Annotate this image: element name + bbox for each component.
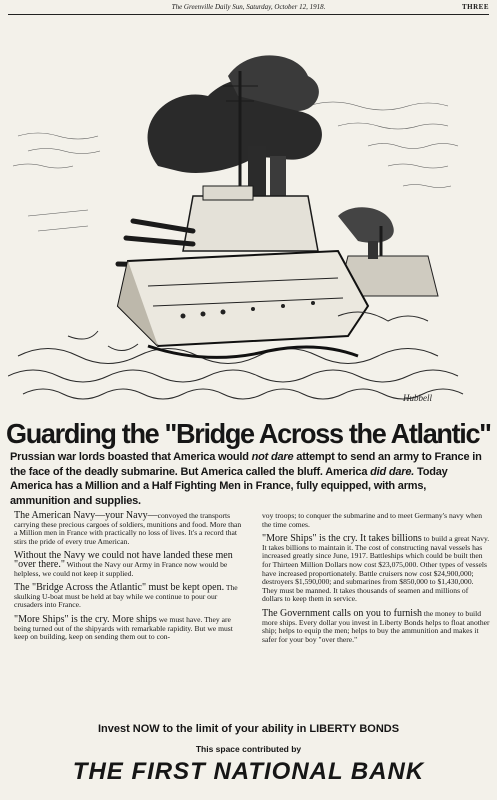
lede-emphasis-not-dare: not dare: [251, 451, 294, 463]
paragraph: The Government calls on you to furnish the money to build more ships. Every dollar you invest in Liberty Bonds helps to float another ship; helps to equip the men; helps to buy the ammunition and makes it safer for your boy "over there.": [262, 607, 490, 644]
masthead: [8, 2, 489, 15]
left-column: [14, 512, 242, 648]
lede-paragraph: Prussian war lords boasted that America would not dare attempt to send an army to France in the face of the deadly submarine. But America called the bluff. America did dare. Today America has a Million and a Half Fighting Men in France, fully equipped, with arms, ammunition and supplies.: [10, 451, 482, 507]
body-columns: [14, 510, 490, 717]
headline: Guarding the "Bridge Across the Atlantic": [6, 418, 491, 449]
battleship-illustration: [8, 16, 489, 416]
page-number-label: THREE: [461, 3, 489, 11]
right-column: [262, 512, 490, 650]
paragraph: The American Navy—your Navy—convoyed the transports carrying these precious cargoes of soldiers, munitions and food. More than a Million men in France with practically no loss of lives. It's a record that stirs the pride of every true American.: [14, 510, 242, 546]
contributed-by-line: This space contributed by: [195, 744, 302, 754]
paragraph: voy troops; to conquer the submarine and to meet Germany's navy when the time comes.: [262, 511, 483, 529]
lede-emphasis-did-dare: did dare.: [370, 465, 415, 478]
masthead-title: The Greenville Daily Sun, Saturday, October 12, 1918.: [171, 3, 326, 11]
bank-name: THE FIRST NATIONAL BANK: [72, 758, 425, 785]
paragraph: The "Bridge Across the Atlantic" must be kept open. The skulking U-boat must be held at bay while we continue to pour our crusaders into France.: [14, 582, 238, 610]
paragraph: "More Ships" is the cry. More ships we must have. They are being turned out of the shipyards with remarkable rapidity. But we must keep on building, keep on sending them out to con-: [14, 613, 233, 642]
invest-slogan: Invest NOW to the limit of your ability in LIBERTY BONDS: [97, 723, 400, 735]
paragraph: Without the Navy we could not have landed these men "over there." Without the Navy our Army in France now would be helpless, we could not keep it supplied.: [14, 550, 233, 578]
paragraph: "More Ships" is the cry. It takes billions to build a great Navy. It takes billions to maintain it. The cost of constructing naval vessels has increased greatly since June, 1917. Battleships which could be built then for Thirteen Million Dollars now cost $23,075,000. Other types of vessels have increased proportionately. Battle cruisers now cost $24,900,000; destroyers $1,590,000; and submarines from $850,000 to $1,430,000. They must be manned. It takes thousands of seamen and millions of dollars to keep them in service.: [262, 533, 490, 604]
artist-signature: Hubbell: [403, 393, 432, 403]
